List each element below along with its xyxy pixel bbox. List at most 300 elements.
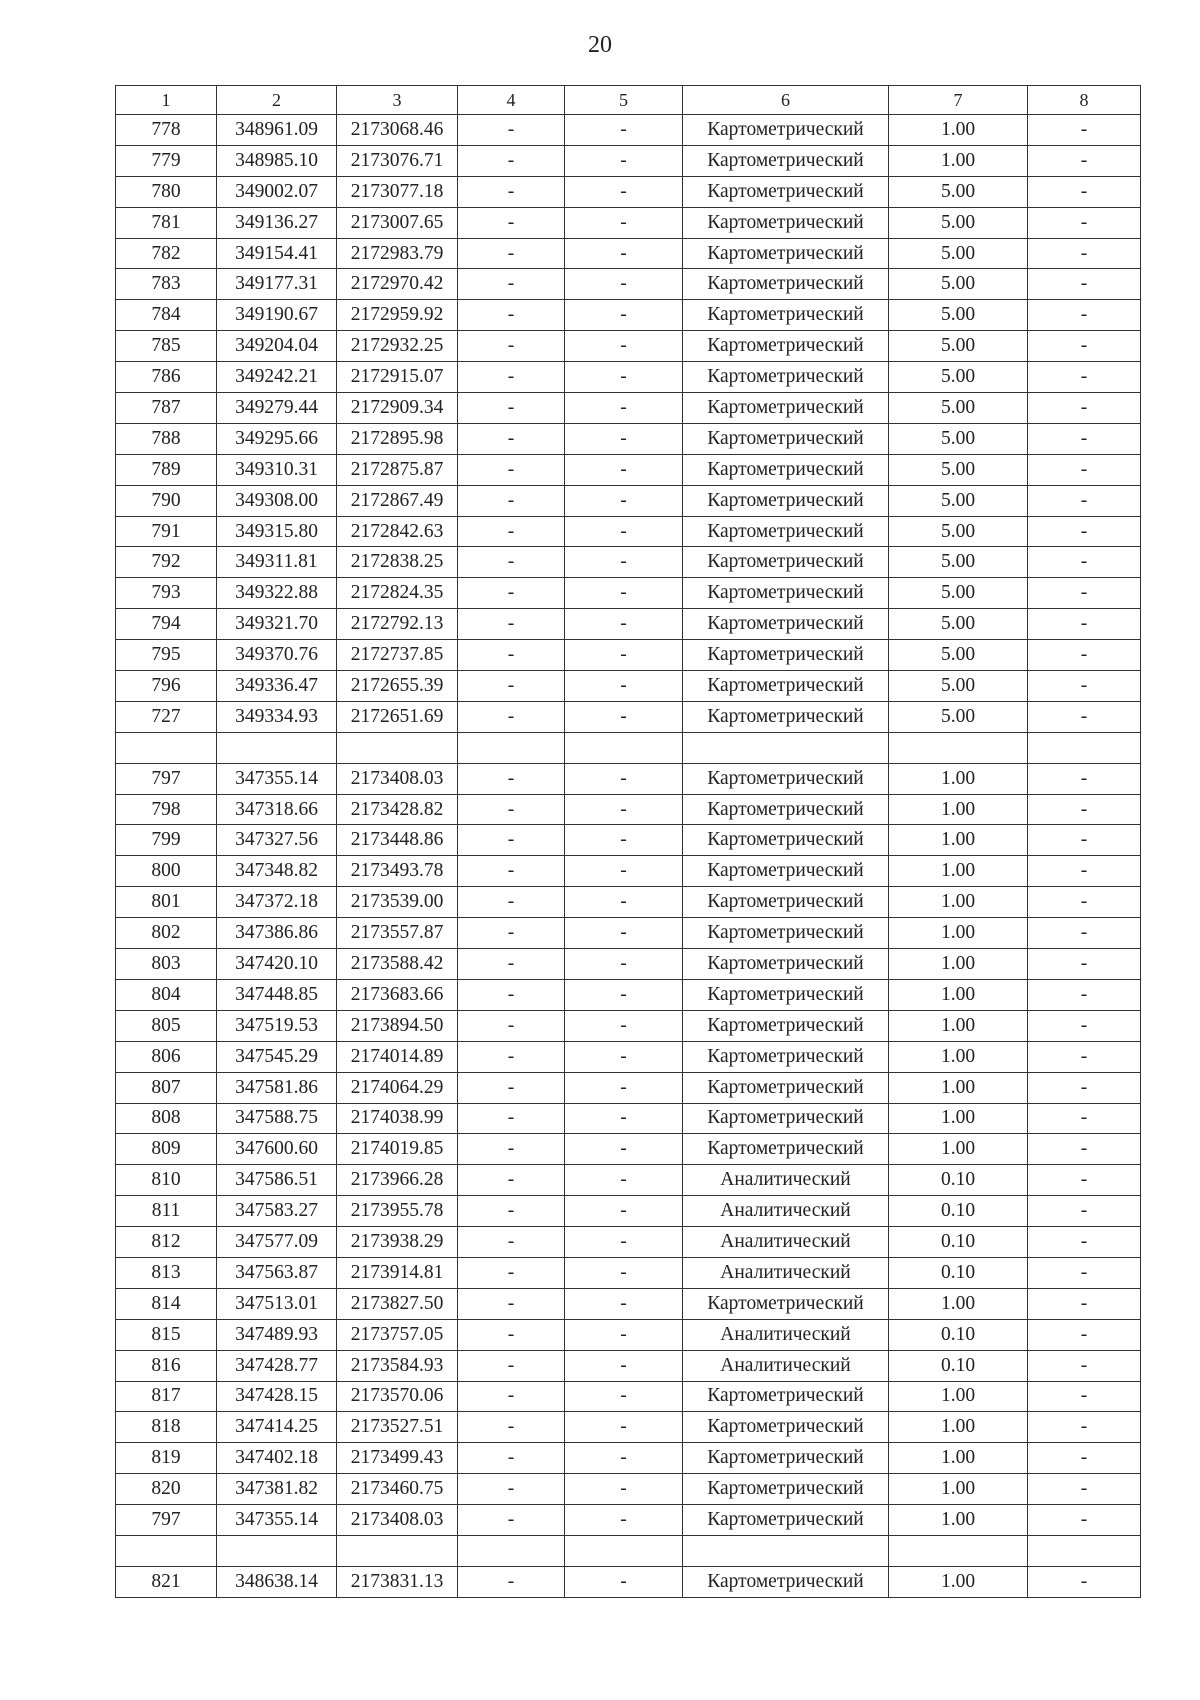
method-cell: Картометрический bbox=[683, 1072, 889, 1103]
x-coordinate-cell: 347420.10 bbox=[217, 949, 337, 980]
y-coordinate-cell bbox=[337, 732, 458, 763]
table-row bbox=[116, 1072, 1141, 1103]
table-row bbox=[116, 979, 1141, 1010]
method-cell: Картометрический bbox=[683, 578, 889, 609]
column-header: 5 bbox=[565, 86, 683, 115]
y-coordinate-cell: 2173499.43 bbox=[337, 1443, 458, 1474]
x-coordinate-cell: 347402.18 bbox=[217, 1443, 337, 1474]
y-coordinate-cell: 2174014.89 bbox=[337, 1041, 458, 1072]
accuracy-cell: 5.00 bbox=[889, 609, 1028, 640]
point-number-cell: 812 bbox=[116, 1227, 217, 1258]
col8-cell: - bbox=[1028, 918, 1141, 949]
col8-cell: - bbox=[1028, 856, 1141, 887]
col5-cell: - bbox=[565, 1566, 683, 1597]
col4-cell: - bbox=[458, 1505, 565, 1536]
col5-cell: - bbox=[565, 856, 683, 887]
point-number-cell: 821 bbox=[116, 1566, 217, 1597]
col8-cell: - bbox=[1028, 1196, 1141, 1227]
col4-cell: - bbox=[458, 701, 565, 732]
x-coordinate-cell: 349334.93 bbox=[217, 701, 337, 732]
col5-cell: - bbox=[565, 115, 683, 146]
accuracy-cell: 5.00 bbox=[889, 547, 1028, 578]
point-number-cell: 794 bbox=[116, 609, 217, 640]
col5-cell: - bbox=[565, 763, 683, 794]
accuracy-cell: 5.00 bbox=[889, 701, 1028, 732]
point-number-cell: 792 bbox=[116, 547, 217, 578]
point-number-cell: 799 bbox=[116, 825, 217, 856]
point-number-cell: 814 bbox=[116, 1288, 217, 1319]
x-coordinate-cell bbox=[217, 1535, 337, 1566]
method-cell: Картометрический bbox=[683, 918, 889, 949]
col8-cell: - bbox=[1028, 269, 1141, 300]
y-coordinate-cell: 2173955.78 bbox=[337, 1196, 458, 1227]
col4-cell: - bbox=[458, 856, 565, 887]
method-cell: Картометрический bbox=[683, 516, 889, 547]
y-coordinate-cell: 2173827.50 bbox=[337, 1288, 458, 1319]
col5-cell: - bbox=[565, 547, 683, 578]
point-number-cell: 795 bbox=[116, 640, 217, 671]
table-row bbox=[116, 578, 1141, 609]
accuracy-cell: 5.00 bbox=[889, 393, 1028, 424]
y-coordinate-cell: 2172792.13 bbox=[337, 609, 458, 640]
y-coordinate-cell: 2173076.71 bbox=[337, 145, 458, 176]
method-cell: Картометрический bbox=[683, 300, 889, 331]
col4-cell: - bbox=[458, 1566, 565, 1597]
y-coordinate-cell: 2172824.35 bbox=[337, 578, 458, 609]
col5-cell: - bbox=[565, 1072, 683, 1103]
x-coordinate-cell: 347586.51 bbox=[217, 1165, 337, 1196]
accuracy-cell: 1.00 bbox=[889, 887, 1028, 918]
table-row bbox=[116, 701, 1141, 732]
point-number-cell: 791 bbox=[116, 516, 217, 547]
col4-cell: - bbox=[458, 1288, 565, 1319]
table-row bbox=[116, 1505, 1141, 1536]
col4-cell: - bbox=[458, 393, 565, 424]
accuracy-cell bbox=[889, 732, 1028, 763]
col5-cell: - bbox=[565, 1381, 683, 1412]
accuracy-cell: 1.00 bbox=[889, 1412, 1028, 1443]
col4-cell: - bbox=[458, 423, 565, 454]
header-row bbox=[116, 86, 1141, 115]
col8-cell: - bbox=[1028, 331, 1141, 362]
col5-cell: - bbox=[565, 1041, 683, 1072]
col4-cell: - bbox=[458, 1010, 565, 1041]
col5-cell: - bbox=[565, 1134, 683, 1165]
accuracy-cell: 1.00 bbox=[889, 1566, 1028, 1597]
col4-cell: - bbox=[458, 1041, 565, 1072]
y-coordinate-cell: 2173460.75 bbox=[337, 1474, 458, 1505]
point-number-cell: 816 bbox=[116, 1350, 217, 1381]
method-cell: Картометрический bbox=[683, 671, 889, 702]
x-coordinate-cell: 349315.80 bbox=[217, 516, 337, 547]
table-row bbox=[116, 671, 1141, 702]
col5-cell: - bbox=[565, 393, 683, 424]
y-coordinate-cell: 2174019.85 bbox=[337, 1134, 458, 1165]
page-number: 20 bbox=[588, 32, 612, 58]
col4-cell: - bbox=[458, 1134, 565, 1165]
method-cell: Картометрический bbox=[683, 763, 889, 794]
point-number-cell: 805 bbox=[116, 1010, 217, 1041]
y-coordinate-cell: 2173068.46 bbox=[337, 115, 458, 146]
accuracy-cell: 5.00 bbox=[889, 516, 1028, 547]
x-coordinate-cell: 349002.07 bbox=[217, 176, 337, 207]
point-number-cell: 787 bbox=[116, 393, 217, 424]
col5-cell: - bbox=[565, 269, 683, 300]
accuracy-cell: 1.00 bbox=[889, 949, 1028, 980]
point-number-cell: 810 bbox=[116, 1165, 217, 1196]
point-number-cell: 803 bbox=[116, 949, 217, 980]
col8-cell: - bbox=[1028, 516, 1141, 547]
table-row bbox=[116, 207, 1141, 238]
x-coordinate-cell: 349321.70 bbox=[217, 609, 337, 640]
col4-cell: - bbox=[458, 145, 565, 176]
x-coordinate-cell: 348985.10 bbox=[217, 145, 337, 176]
col4-cell: - bbox=[458, 1257, 565, 1288]
accuracy-cell: 1.00 bbox=[889, 1474, 1028, 1505]
x-coordinate-cell: 347545.29 bbox=[217, 1041, 337, 1072]
col5-cell: - bbox=[565, 145, 683, 176]
method-cell: Картометрический bbox=[683, 701, 889, 732]
col8-cell: - bbox=[1028, 1350, 1141, 1381]
method-cell: Картометрический bbox=[683, 547, 889, 578]
col8-cell: - bbox=[1028, 145, 1141, 176]
col5-cell: - bbox=[565, 578, 683, 609]
col8-cell: - bbox=[1028, 979, 1141, 1010]
col5-cell: - bbox=[565, 1257, 683, 1288]
x-coordinate-cell: 347513.01 bbox=[217, 1288, 337, 1319]
method-cell: Картометрический bbox=[683, 1134, 889, 1165]
col5-cell: - bbox=[565, 331, 683, 362]
method-cell: Картометрический bbox=[683, 176, 889, 207]
y-coordinate-cell: 2173570.06 bbox=[337, 1381, 458, 1412]
method-cell: Картометрический bbox=[683, 1412, 889, 1443]
table-row bbox=[116, 423, 1141, 454]
x-coordinate-cell: 347563.87 bbox=[217, 1257, 337, 1288]
accuracy-cell: 1.00 bbox=[889, 979, 1028, 1010]
x-coordinate-cell: 349136.27 bbox=[217, 207, 337, 238]
col5-cell: - bbox=[565, 1010, 683, 1041]
table-row bbox=[116, 609, 1141, 640]
point-number-cell: 817 bbox=[116, 1381, 217, 1412]
x-coordinate-cell: 349177.31 bbox=[217, 269, 337, 300]
accuracy-cell: 1.00 bbox=[889, 1134, 1028, 1165]
col8-cell: - bbox=[1028, 1566, 1141, 1597]
y-coordinate-cell: 2173831.13 bbox=[337, 1566, 458, 1597]
method-cell: Картометрический bbox=[683, 856, 889, 887]
col5-cell: - bbox=[565, 1165, 683, 1196]
method-cell: Аналитический bbox=[683, 1257, 889, 1288]
col8-cell: - bbox=[1028, 176, 1141, 207]
col4-cell bbox=[458, 732, 565, 763]
method-cell: Картометрический bbox=[683, 115, 889, 146]
table-row bbox=[116, 516, 1141, 547]
col4-cell: - bbox=[458, 454, 565, 485]
y-coordinate-cell: 2172842.63 bbox=[337, 516, 458, 547]
method-cell: Картометрический bbox=[683, 393, 889, 424]
table-row bbox=[116, 115, 1141, 146]
table-row bbox=[116, 856, 1141, 887]
y-coordinate-cell: 2173007.65 bbox=[337, 207, 458, 238]
point-number-cell: 802 bbox=[116, 918, 217, 949]
col5-cell: - bbox=[565, 918, 683, 949]
col8-cell: - bbox=[1028, 1474, 1141, 1505]
x-coordinate-cell: 347489.93 bbox=[217, 1319, 337, 1350]
col5-cell bbox=[565, 732, 683, 763]
table-row bbox=[116, 794, 1141, 825]
method-cell: Картометрический bbox=[683, 609, 889, 640]
x-coordinate-cell: 347519.53 bbox=[217, 1010, 337, 1041]
x-coordinate-cell: 349295.66 bbox=[217, 423, 337, 454]
y-coordinate-cell: 2173527.51 bbox=[337, 1412, 458, 1443]
point-number-cell: 819 bbox=[116, 1443, 217, 1474]
accuracy-cell: 1.00 bbox=[889, 1072, 1028, 1103]
col4-cell: - bbox=[458, 516, 565, 547]
col8-cell: - bbox=[1028, 1072, 1141, 1103]
x-coordinate-cell: 347327.56 bbox=[217, 825, 337, 856]
point-number-cell: 813 bbox=[116, 1257, 217, 1288]
y-coordinate-cell: 2172959.92 bbox=[337, 300, 458, 331]
x-coordinate-cell: 347588.75 bbox=[217, 1103, 337, 1134]
col8-cell: - bbox=[1028, 1381, 1141, 1412]
column-header: 8 bbox=[1028, 86, 1141, 115]
table-row bbox=[116, 393, 1141, 424]
method-cell: Картометрический bbox=[683, 145, 889, 176]
method-cell: Картометрический bbox=[683, 454, 889, 485]
accuracy-cell: 1.00 bbox=[889, 763, 1028, 794]
table-row bbox=[116, 238, 1141, 269]
point-number-cell: 781 bbox=[116, 207, 217, 238]
point-number-cell: 778 bbox=[116, 115, 217, 146]
method-cell: Картометрический bbox=[683, 1041, 889, 1072]
col5-cell: - bbox=[565, 671, 683, 702]
accuracy-cell: 1.00 bbox=[889, 918, 1028, 949]
col4-cell: - bbox=[458, 300, 565, 331]
col4-cell: - bbox=[458, 949, 565, 980]
accuracy-cell: 5.00 bbox=[889, 578, 1028, 609]
x-coordinate-cell bbox=[217, 732, 337, 763]
point-number-cell: 804 bbox=[116, 979, 217, 1010]
table-row bbox=[116, 1165, 1141, 1196]
col8-cell bbox=[1028, 1535, 1141, 1566]
accuracy-cell: 5.00 bbox=[889, 454, 1028, 485]
accuracy-cell: 5.00 bbox=[889, 362, 1028, 393]
col5-cell: - bbox=[565, 423, 683, 454]
col8-cell: - bbox=[1028, 1165, 1141, 1196]
col8-cell: - bbox=[1028, 115, 1141, 146]
x-coordinate-cell: 349154.41 bbox=[217, 238, 337, 269]
col8-cell: - bbox=[1028, 887, 1141, 918]
y-coordinate-cell: 2172838.25 bbox=[337, 547, 458, 578]
x-coordinate-cell: 347355.14 bbox=[217, 1505, 337, 1536]
table-row bbox=[116, 1227, 1141, 1258]
table-row bbox=[116, 1196, 1141, 1227]
col5-cell: - bbox=[565, 1443, 683, 1474]
y-coordinate-cell: 2173408.03 bbox=[337, 763, 458, 794]
method-cell: Картометрический bbox=[683, 423, 889, 454]
y-coordinate-cell: 2172983.79 bbox=[337, 238, 458, 269]
col5-cell: - bbox=[565, 794, 683, 825]
method-cell: Картометрический bbox=[683, 640, 889, 671]
col8-cell: - bbox=[1028, 1288, 1141, 1319]
col5-cell: - bbox=[565, 207, 683, 238]
accuracy-cell: 1.00 bbox=[889, 794, 1028, 825]
y-coordinate-cell: 2172867.49 bbox=[337, 485, 458, 516]
method-cell: Картометрический bbox=[683, 1505, 889, 1536]
method-cell: Картометрический bbox=[683, 1288, 889, 1319]
x-coordinate-cell: 347386.86 bbox=[217, 918, 337, 949]
col5-cell: - bbox=[565, 825, 683, 856]
col4-cell: - bbox=[458, 1196, 565, 1227]
col8-cell: - bbox=[1028, 1134, 1141, 1165]
col4-cell: - bbox=[458, 1474, 565, 1505]
col4-cell: - bbox=[458, 609, 565, 640]
x-coordinate-cell: 349370.76 bbox=[217, 640, 337, 671]
method-cell: Картометрический bbox=[683, 1010, 889, 1041]
column-header: 7 bbox=[889, 86, 1028, 115]
y-coordinate-cell: 2173557.87 bbox=[337, 918, 458, 949]
col5-cell: - bbox=[565, 1474, 683, 1505]
y-coordinate-cell: 2173077.18 bbox=[337, 176, 458, 207]
accuracy-cell: 0.10 bbox=[889, 1165, 1028, 1196]
x-coordinate-cell: 347381.82 bbox=[217, 1474, 337, 1505]
point-number-cell: 779 bbox=[116, 145, 217, 176]
x-coordinate-cell: 347448.85 bbox=[217, 979, 337, 1010]
point-number-cell: 784 bbox=[116, 300, 217, 331]
col8-cell: - bbox=[1028, 1505, 1141, 1536]
col8-cell: - bbox=[1028, 1227, 1141, 1258]
col5-cell: - bbox=[565, 609, 683, 640]
point-number-cell: 793 bbox=[116, 578, 217, 609]
col8-cell: - bbox=[1028, 547, 1141, 578]
table-row bbox=[116, 1566, 1141, 1597]
col8-cell: - bbox=[1028, 640, 1141, 671]
x-coordinate-cell: 349310.31 bbox=[217, 454, 337, 485]
col8-cell: - bbox=[1028, 1257, 1141, 1288]
col4-cell: - bbox=[458, 176, 565, 207]
x-coordinate-cell: 349190.67 bbox=[217, 300, 337, 331]
col8-cell: - bbox=[1028, 1041, 1141, 1072]
point-number-cell: 782 bbox=[116, 238, 217, 269]
table-row bbox=[116, 1257, 1141, 1288]
y-coordinate-cell: 2174038.99 bbox=[337, 1103, 458, 1134]
col8-cell: - bbox=[1028, 701, 1141, 732]
point-number-cell: 788 bbox=[116, 423, 217, 454]
accuracy-cell: 5.00 bbox=[889, 423, 1028, 454]
method-cell: Картометрический bbox=[683, 1474, 889, 1505]
x-coordinate-cell: 349279.44 bbox=[217, 393, 337, 424]
y-coordinate-cell: 2172909.34 bbox=[337, 393, 458, 424]
col8-cell bbox=[1028, 732, 1141, 763]
method-cell: Аналитический bbox=[683, 1165, 889, 1196]
col8-cell: - bbox=[1028, 763, 1141, 794]
accuracy-cell: 5.00 bbox=[889, 331, 1028, 362]
y-coordinate-cell: 2173408.03 bbox=[337, 1505, 458, 1536]
point-number-cell: 811 bbox=[116, 1196, 217, 1227]
col8-cell: - bbox=[1028, 423, 1141, 454]
point-number-cell: 780 bbox=[116, 176, 217, 207]
col5-cell: - bbox=[565, 1227, 683, 1258]
method-cell: Картометрический bbox=[683, 979, 889, 1010]
col4-cell: - bbox=[458, 887, 565, 918]
x-coordinate-cell: 347600.60 bbox=[217, 1134, 337, 1165]
col4-cell: - bbox=[458, 1412, 565, 1443]
col4-cell: - bbox=[458, 1350, 565, 1381]
col5-cell: - bbox=[565, 640, 683, 671]
y-coordinate-cell: 2173493.78 bbox=[337, 856, 458, 887]
col5-cell: - bbox=[565, 979, 683, 1010]
col5-cell bbox=[565, 1535, 683, 1566]
method-cell: Картометрический bbox=[683, 825, 889, 856]
y-coordinate-cell: 2173894.50 bbox=[337, 1010, 458, 1041]
col4-cell: - bbox=[458, 578, 565, 609]
point-number-cell: 796 bbox=[116, 671, 217, 702]
accuracy-cell: 0.10 bbox=[889, 1319, 1028, 1350]
col5-cell: - bbox=[565, 1103, 683, 1134]
col8-cell: - bbox=[1028, 949, 1141, 980]
point-number-cell: 806 bbox=[116, 1041, 217, 1072]
table-row bbox=[116, 1319, 1141, 1350]
col4-cell: - bbox=[458, 1103, 565, 1134]
col5-cell: - bbox=[565, 362, 683, 393]
col8-cell: - bbox=[1028, 300, 1141, 331]
x-coordinate-cell: 347318.66 bbox=[217, 794, 337, 825]
method-cell: Картометрический bbox=[683, 207, 889, 238]
col8-cell: - bbox=[1028, 671, 1141, 702]
col8-cell: - bbox=[1028, 1010, 1141, 1041]
method-cell: Картометрический bbox=[683, 1566, 889, 1597]
x-coordinate-cell: 347581.86 bbox=[217, 1072, 337, 1103]
accuracy-cell: 1.00 bbox=[889, 1288, 1028, 1319]
x-coordinate-cell: 349204.04 bbox=[217, 331, 337, 362]
col5-cell: - bbox=[565, 949, 683, 980]
col5-cell: - bbox=[565, 1319, 683, 1350]
y-coordinate-cell: 2172895.98 bbox=[337, 423, 458, 454]
method-cell: Картометрический bbox=[683, 887, 889, 918]
col8-cell: - bbox=[1028, 825, 1141, 856]
col8-cell: - bbox=[1028, 609, 1141, 640]
table-row bbox=[116, 949, 1141, 980]
point-number-cell: 800 bbox=[116, 856, 217, 887]
table-row bbox=[116, 918, 1141, 949]
method-cell bbox=[683, 732, 889, 763]
table-row bbox=[116, 331, 1141, 362]
accuracy-cell: 1.00 bbox=[889, 1010, 1028, 1041]
col8-cell: - bbox=[1028, 238, 1141, 269]
col8-cell: - bbox=[1028, 1443, 1141, 1474]
table-body bbox=[116, 115, 1141, 1598]
y-coordinate-cell: 2173683.66 bbox=[337, 979, 458, 1010]
col4-cell: - bbox=[458, 671, 565, 702]
method-cell: Аналитический bbox=[683, 1350, 889, 1381]
col4-cell: - bbox=[458, 115, 565, 146]
accuracy-cell: 5.00 bbox=[889, 207, 1028, 238]
method-cell: Картометрический bbox=[683, 485, 889, 516]
y-coordinate-cell: 2172915.07 bbox=[337, 362, 458, 393]
table-row bbox=[116, 887, 1141, 918]
x-coordinate-cell: 347414.25 bbox=[217, 1412, 337, 1443]
col4-cell: - bbox=[458, 794, 565, 825]
method-cell: Картометрический bbox=[683, 1381, 889, 1412]
column-header: 2 bbox=[217, 86, 337, 115]
table-row bbox=[116, 362, 1141, 393]
table-row bbox=[116, 1474, 1141, 1505]
col8-cell: - bbox=[1028, 393, 1141, 424]
table-row bbox=[116, 1103, 1141, 1134]
table-row bbox=[116, 1381, 1141, 1412]
y-coordinate-cell: 2172970.42 bbox=[337, 269, 458, 300]
point-number-cell: 783 bbox=[116, 269, 217, 300]
col8-cell: - bbox=[1028, 1103, 1141, 1134]
